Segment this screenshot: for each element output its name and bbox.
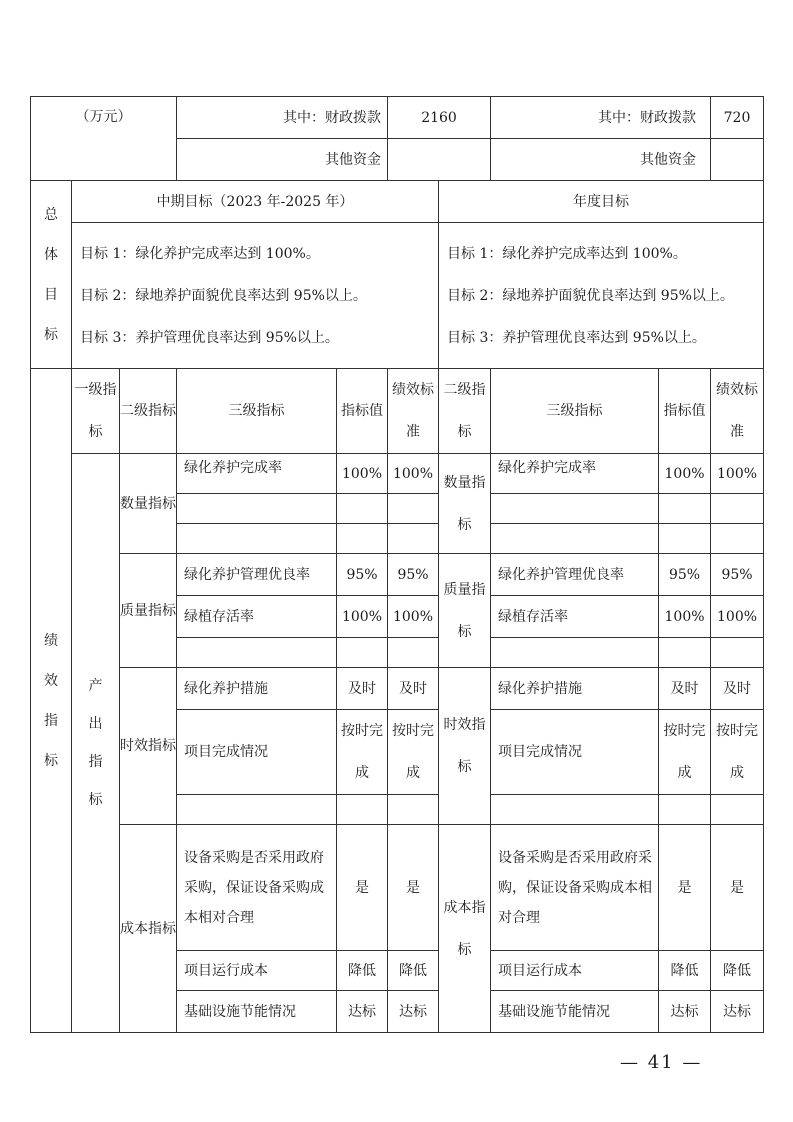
timeliness-r2-value-year: 按时完成 (659, 710, 711, 795)
header-level3-mid: 三级指标 (177, 369, 337, 454)
header-value-mid: 指标值 (337, 369, 388, 454)
header-standard-year: 绩效标准 (711, 369, 764, 454)
cost-r3-name-mid: 基础设施节能情况 (177, 991, 337, 1033)
quality-r2-name-mid: 绿植存活率 (177, 596, 337, 638)
mid-term-goals (72, 223, 439, 369)
quantity-r1-name-mid: 绿化养护完成率 (177, 454, 337, 494)
cost-r2-value-mid: 降低 (337, 951, 388, 991)
quality-r1-std-mid: 95% (388, 554, 439, 596)
cost-r1-value-year: 是 (659, 825, 711, 951)
overall-goal-label-text: 总体目标 (44, 206, 58, 343)
timeliness-r2-std-year: 按时完成 (711, 710, 764, 795)
cost-r2-name-mid: 项目运行成本 (177, 951, 337, 991)
quantity-r1-std-mid: 100% (388, 454, 439, 494)
timeliness-r1-value-mid: 及时 (337, 668, 388, 710)
header-level1: 一级指标 (72, 369, 120, 454)
year-fiscal-label: 其中：财政拨款 (491, 97, 711, 139)
quantity-r2-std-mid (388, 494, 439, 524)
cost-r3-value-year: 达标 (659, 991, 711, 1033)
timeliness-r1-value-year: 及时 (659, 668, 711, 710)
mid-other-label: 其他资金 (177, 139, 388, 181)
header-level2-year: 二级指标 (439, 369, 491, 454)
timeliness-r2-value-mid: 按时完成 (337, 710, 388, 795)
timeliness-r3-value-year (659, 795, 711, 825)
timeliness-r1-std-year: 及时 (711, 668, 764, 710)
quality-r3-name-mid (177, 638, 337, 668)
timeliness-r1-std-mid: 及时 (388, 668, 439, 710)
quality-r3-value-year (659, 638, 711, 668)
quality-r1-name-year: 绿化养护管理优良率 (491, 554, 659, 596)
cost-r3-value-mid: 达标 (337, 991, 388, 1033)
header-level3-year: 三级指标 (491, 369, 659, 454)
cost-r2-name-year: 项目运行成本 (491, 951, 659, 991)
quality-r2-std-mid: 100% (388, 596, 439, 638)
quantity-r2-value-year (659, 494, 711, 524)
header-standard-mid: 绩效标准 (388, 369, 439, 454)
annual-header: 年度目标 (439, 181, 764, 223)
quality-r2-value-mid: 100% (337, 596, 388, 638)
quantity-r2-std-year (711, 494, 764, 524)
output-indicator-label (72, 454, 120, 1033)
timeliness-label-mid: 时效指标 (120, 668, 177, 825)
timeliness-r1-name-mid: 绿化养护措施 (177, 668, 337, 710)
page-number: — 41 — (620, 1052, 703, 1073)
quality-r1-value-mid: 95% (337, 554, 388, 596)
mid-goal-2: 目标 2：绿地养护面貌优良率达到 95%以上。 (80, 287, 367, 304)
year-goal-3: 目标 3：养护管理优良率达到 95%以上。 (447, 329, 706, 346)
quality-r1-std-year: 95% (711, 554, 764, 596)
timeliness-label-year: 时效指标 (439, 668, 491, 825)
timeliness-r1-name-year: 绿化养护措施 (491, 668, 659, 710)
cost-r3-name-year: 基础设施节能情况 (491, 991, 659, 1033)
quantity-r3-std-mid (388, 524, 439, 554)
timeliness-r2-name-year: 项目完成情况 (491, 710, 659, 795)
cost-r1-value-mid: 是 (337, 825, 388, 951)
timeliness-r2-std-mid: 按时完成 (388, 710, 439, 795)
overall-goal-label (31, 181, 72, 369)
quality-r2-std-year: 100% (711, 596, 764, 638)
output-indicator-label-text: 产出指标 (88, 678, 103, 808)
quantity-r1-name-year: 绿化养护完成率 (491, 454, 659, 494)
cost-r2-value-year: 降低 (659, 951, 711, 991)
year-fiscal-value: 720 (711, 97, 764, 139)
quality-r3-std-year (711, 638, 764, 668)
cost-r2-std-year: 降低 (711, 951, 764, 991)
quality-label-year: 质量指标 (439, 554, 491, 668)
cost-r1-name-mid: 设备采购是否采用政府采购，保证设备采购成本相对合理 (177, 825, 337, 951)
funding-label: （万元） (31, 97, 177, 181)
year-goal-2: 目标 2：绿地养护面貌优良率达到 95%以上。 (447, 287, 734, 304)
year-other-value (711, 139, 764, 181)
quality-r3-name-year (491, 638, 659, 668)
perf-indicator-label (31, 369, 72, 1033)
cost-r3-std-year: 达标 (711, 991, 764, 1033)
mid-fiscal-value: 2160 (388, 97, 491, 139)
performance-target-table (30, 96, 764, 1033)
mid-term-header: 中期目标（2023 年-2025 年） (72, 181, 439, 223)
cost-label-year: 成本指标 (439, 825, 491, 1033)
timeliness-r2-name-mid: 项目完成情况 (177, 710, 337, 795)
cost-r1-std-year: 是 (711, 825, 764, 951)
quantity-r3-name-year (491, 524, 659, 554)
cost-r1-std-mid: 是 (388, 825, 439, 951)
year-other-label: 其他资金 (491, 139, 711, 181)
timeliness-r3-std-mid (388, 795, 439, 825)
quality-r3-std-mid (388, 638, 439, 668)
quantity-r1-value-year: 100% (659, 454, 711, 494)
timeliness-r3-name-mid (177, 795, 337, 825)
quality-r2-name-year: 绿植存活率 (491, 596, 659, 638)
quantity-r3-name-mid (177, 524, 337, 554)
quantity-r3-std-year (711, 524, 764, 554)
mid-goal-1: 目标 1：绿化养护完成率达到 100%。 (80, 245, 320, 262)
quantity-r3-value-year (659, 524, 711, 554)
quantity-label-mid: 数量指标 (120, 454, 177, 554)
cost-label-mid: 成本指标 (120, 825, 177, 1033)
mid-other-value (388, 139, 491, 181)
mid-goal-3: 目标 3：养护管理优良率达到 95%以上。 (80, 329, 339, 346)
quantity-r1-value-mid: 100% (337, 454, 388, 494)
perf-indicator-label-text: 绩效指标 (44, 632, 58, 769)
header-level2-mid: 二级指标 (120, 369, 177, 454)
quantity-r3-value-mid (337, 524, 388, 554)
year-goal-1: 目标 1：绿化养护完成率达到 100%。 (447, 245, 687, 262)
quantity-r2-name-year (491, 494, 659, 524)
timeliness-r3-value-mid (337, 795, 388, 825)
quantity-r2-value-mid (337, 494, 388, 524)
quantity-r1-std-year: 100% (711, 454, 764, 494)
quality-label-mid: 质量指标 (120, 554, 177, 668)
header-value-year: 指标值 (659, 369, 711, 454)
cost-r2-std-mid: 降低 (388, 951, 439, 991)
annual-goals (439, 223, 764, 369)
quality-r3-value-mid (337, 638, 388, 668)
quality-r1-value-year: 95% (659, 554, 711, 596)
quality-r1-name-mid: 绿化养护管理优良率 (177, 554, 337, 596)
cost-r1-name-year: 设备采购是否采用政府采购，保证设备采购成本相对合理 (491, 825, 659, 951)
timeliness-r3-name-year (491, 795, 659, 825)
quantity-r2-name-mid (177, 494, 337, 524)
quantity-label-year: 数量指标 (439, 454, 491, 554)
cost-r3-std-mid: 达标 (388, 991, 439, 1033)
mid-fiscal-label: 其中：财政拨款 (177, 97, 388, 139)
timeliness-r3-std-year (711, 795, 764, 825)
performance-target-sheet (30, 96, 764, 1033)
quality-r2-value-year: 100% (659, 596, 711, 638)
